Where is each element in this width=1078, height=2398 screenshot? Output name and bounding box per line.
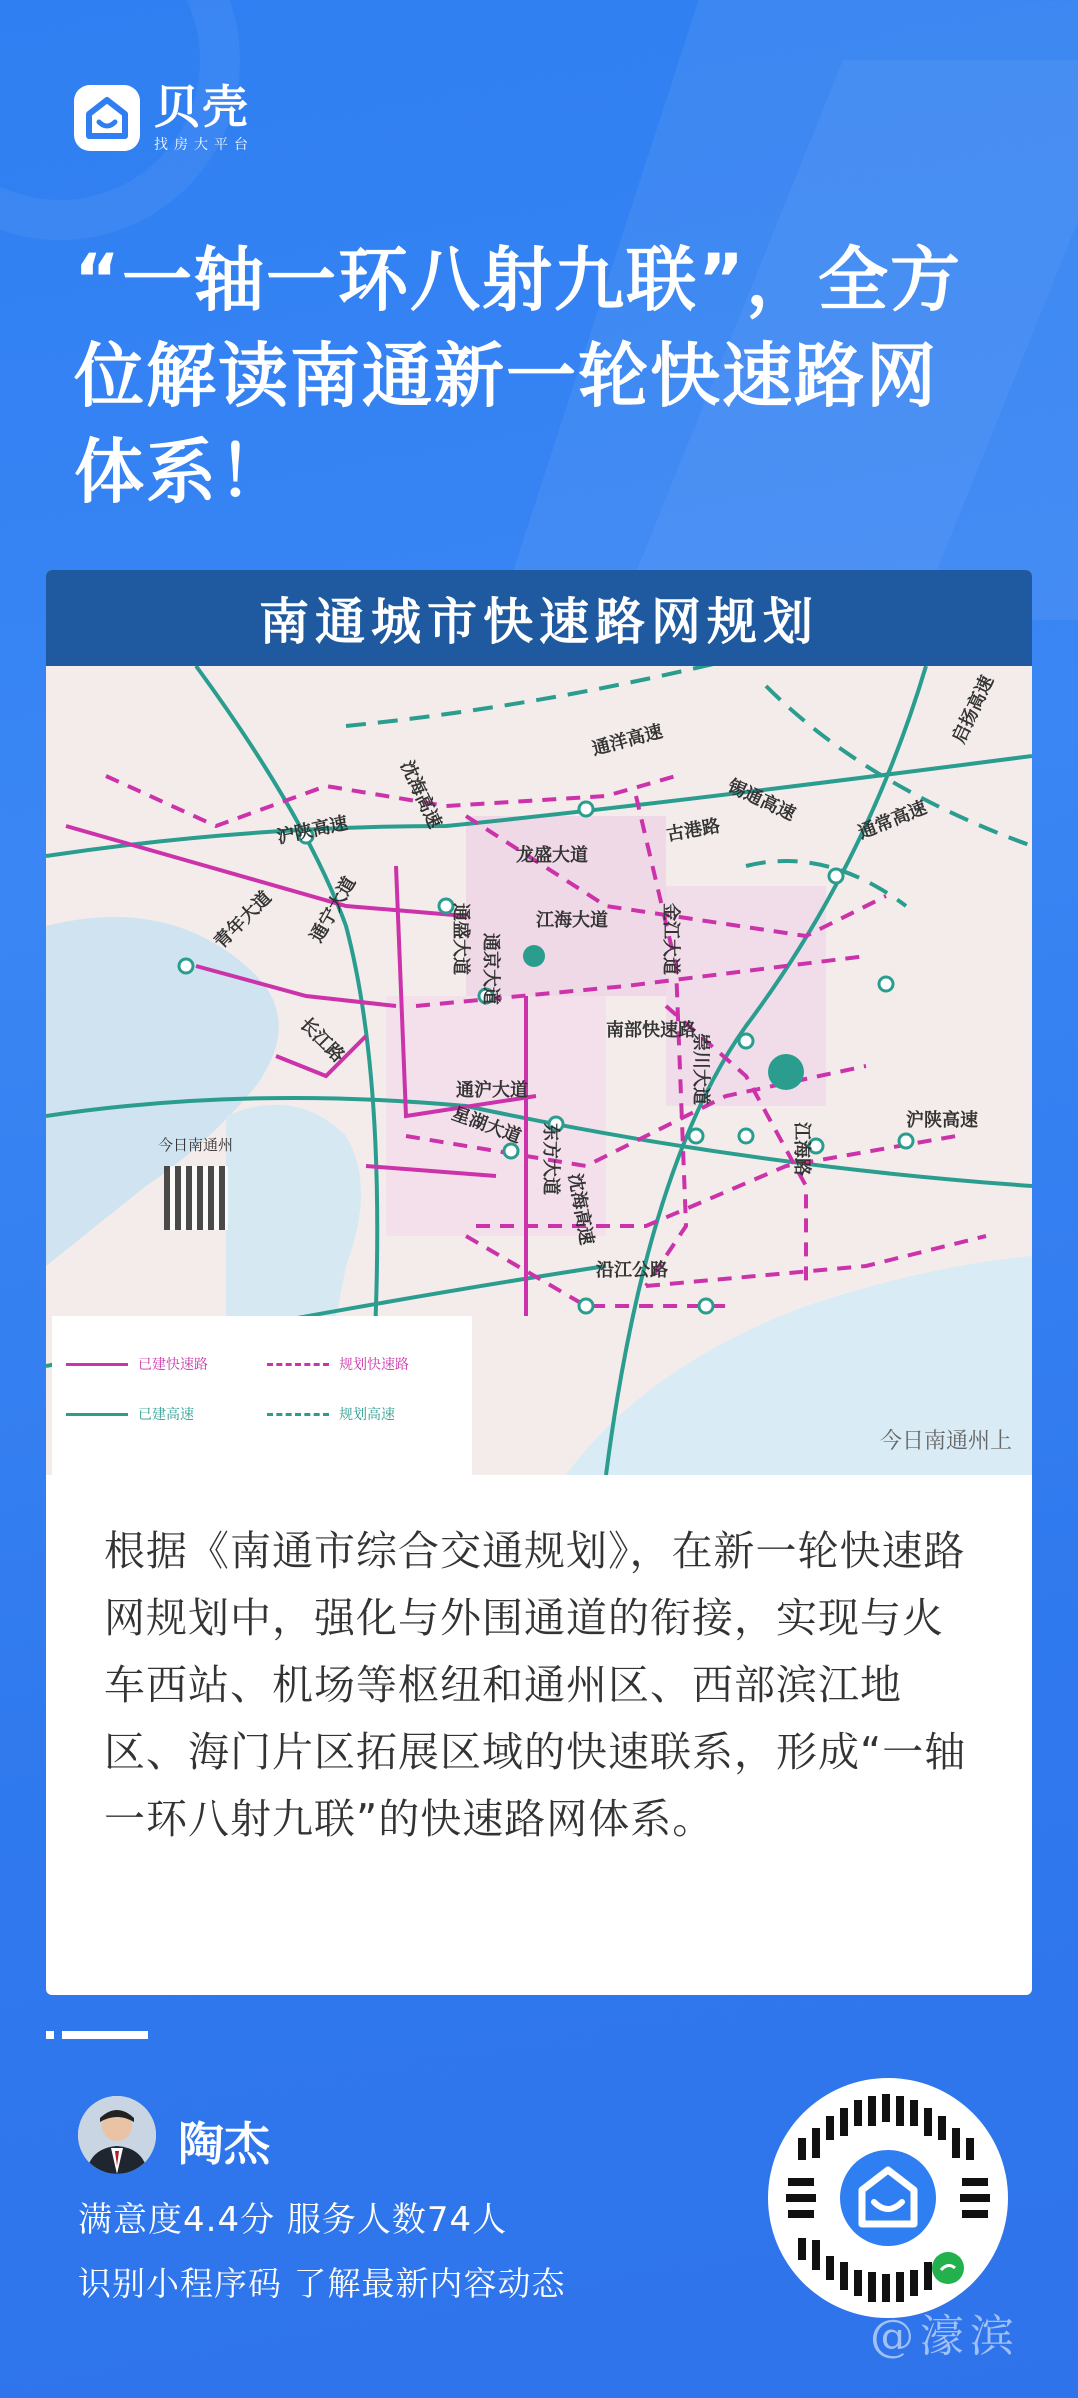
map-title: 南通城市快速路网规划: [46, 570, 1032, 666]
legend-item: 已建高速: [66, 1404, 194, 1424]
map-watermark: 今日南通州上: [879, 1429, 1012, 1454]
map-label: 沈海高速: [395, 757, 446, 832]
house-icon: [74, 85, 140, 151]
legend-item: 已建快速路: [66, 1354, 208, 1374]
map-label: 通洋高速: [589, 720, 665, 760]
map-qr-label: 今日南通州: [158, 1136, 234, 1154]
article-text: 根据《南通市综合交通规划》，在新一轮快速路网规划中，强化与外围通道的衔接，实现与火车西站、机场等枢纽和通州区、西部滨江地区、海门片区拓展区域的快速联系，形成“一轴一环八射九联”的快速路网体系。: [104, 1527, 967, 1843]
brand-tagline: 找房大平台: [154, 137, 254, 153]
map-label: 江海大道: [536, 910, 608, 931]
mini-program-code[interactable]: [768, 2078, 1008, 2318]
map-image: [46, 570, 1032, 1475]
map-label: 星湖大道: [449, 1103, 524, 1148]
map-label: 江海路: [791, 1122, 812, 1176]
map-qr-code: [164, 1166, 228, 1230]
agent-name: 陶杰: [178, 2117, 270, 2171]
map-label: 沪陕高速: [274, 812, 350, 849]
agent-hint: 识别小程序码 了解最新内容动态: [78, 2264, 566, 2303]
agent-stats: 满意度4.4分 服务人数74人: [78, 2200, 508, 2240]
map-label: 通常高速: [855, 797, 930, 844]
map-label: 古港路: [664, 815, 722, 846]
map-label: 金江大道: [660, 903, 681, 975]
divider: [46, 2031, 148, 2039]
road-network-map: [46, 666, 1032, 1475]
map-label: 沈海高速: [563, 1171, 598, 1247]
map-legend: [52, 1316, 472, 1475]
map-label: 龙盛大道: [516, 845, 588, 866]
legend-item: 规划快速路: [267, 1354, 409, 1374]
map-label: 启扬高速: [948, 672, 999, 747]
map-label: 崇川大道: [690, 1033, 711, 1105]
map-label: 通沪大道: [456, 1080, 528, 1101]
legend-item: 规划高速: [267, 1404, 395, 1424]
brand-logo: [74, 80, 254, 153]
map-label: 通宁大道: [306, 873, 361, 947]
map-label: 长江路: [295, 1013, 349, 1067]
page-title: “一轴一环八射九联”，全方位解读南通新一轮快速路网体系！: [74, 239, 963, 513]
avatar[interactable]: [78, 2096, 156, 2174]
map-label: 青年大道: [210, 887, 276, 953]
map-label: 通盛大道: [450, 903, 471, 975]
map-label: 南部快速路: [606, 1020, 696, 1041]
map-label: 东方大道: [540, 1123, 561, 1195]
map-label: 沿江公路: [596, 1260, 668, 1281]
brand-name: 贝壳: [154, 80, 250, 134]
map-label: 通京大道: [480, 933, 501, 1005]
watermark: @濠滨: [870, 2311, 1020, 2362]
map-label: 沪陕高速: [906, 1110, 978, 1131]
content-card: [46, 570, 1032, 1995]
map-label: 锡通高速: [724, 775, 799, 826]
